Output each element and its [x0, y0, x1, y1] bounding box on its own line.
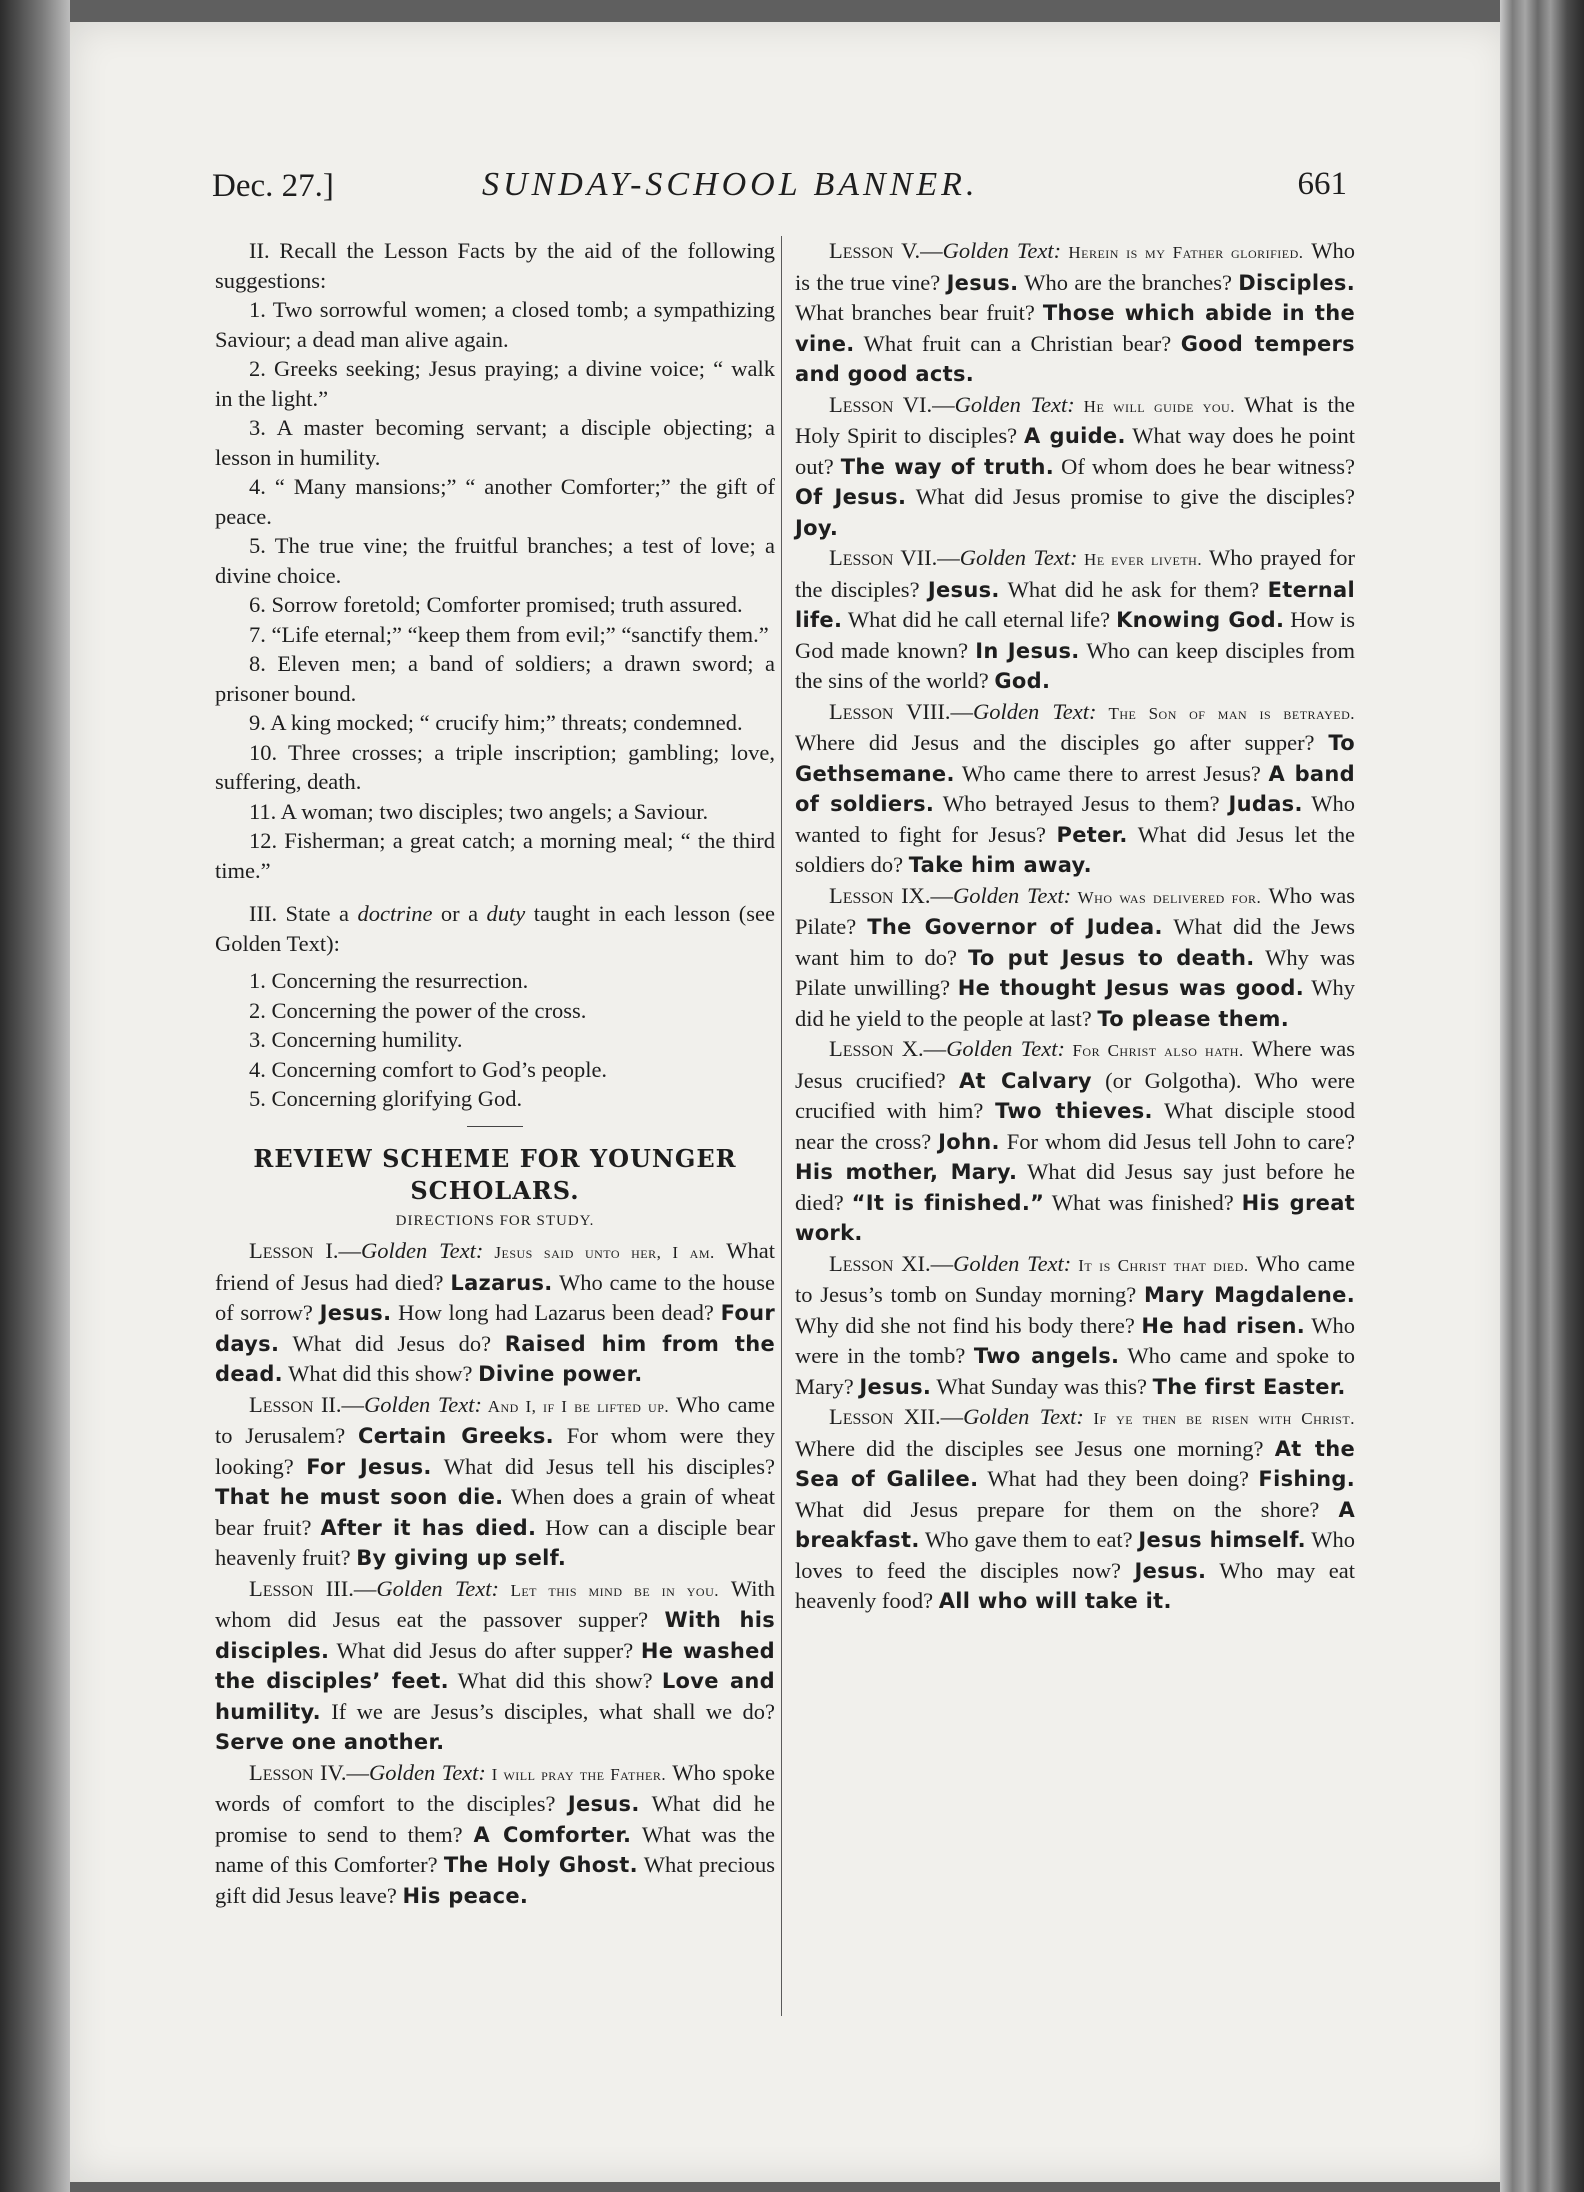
answer: Disciples. — [1238, 270, 1356, 295]
lesson-label: Lesson V.— — [829, 238, 943, 263]
running-header — [212, 160, 1347, 220]
answer: Good tempers and good acts. — [795, 331, 1355, 386]
answer: Two thieves. — [995, 1099, 1153, 1123]
lesson-3 — [215, 1574, 775, 1758]
concerning-5: 5. Concerning glorifying God. — [249, 1086, 523, 1111]
answer: The Holy Ghost. — [443, 1853, 638, 1877]
question: Why did he yield to the people at last? — [795, 975, 1355, 1031]
golden-text: If ye then be risen with Christ. — [1083, 1409, 1355, 1428]
answer: Judas. — [1228, 792, 1303, 816]
left-column — [215, 236, 775, 1911]
answer: He thought Jesus was good. — [957, 976, 1305, 1000]
question: Who gave them to eat? — [919, 1527, 1139, 1552]
fact-9: 9. A king mocked; “ crucify him;” threats; condemned. — [249, 710, 743, 735]
lesson-label: Lesson II.— — [249, 1391, 365, 1417]
answer: Jesus. — [859, 1374, 932, 1399]
fact-5: 5. The true vine; the fruitful branches; a test of love; a divine choice. — [215, 533, 775, 588]
question: Who spoke words of comfort to the disciples? — [215, 1759, 776, 1816]
question: How long had Lazarus been dead? — [391, 1300, 721, 1325]
answer: After it has died. — [320, 1515, 537, 1540]
question: Who were in the tomb? — [795, 1312, 1355, 1368]
question: What did he ask for them? — [999, 576, 1268, 602]
question: What friend of Jesus had died? — [215, 1238, 776, 1295]
answer: “It is finished.” — [851, 1190, 1045, 1215]
question: (or Golgotha). Who were crucified with him? — [795, 1067, 1355, 1123]
answer: John. — [938, 1129, 1000, 1154]
lesson-label: Lesson VII.— — [829, 545, 960, 570]
answer: Jesus himself. — [1138, 1528, 1306, 1552]
fact-10: 10. Three crosses; a triple inscription; gambling; love, suffering, death. — [215, 739, 775, 794]
concerning-2: 2. Concerning the power of the cross. — [249, 997, 587, 1023]
answer: Take him away. — [908, 853, 1092, 877]
question: Who can keep disciples from the sins of the world? — [795, 637, 1355, 693]
golden-text-label: Golden Text: — [376, 1575, 500, 1601]
lesson-label: Lesson I.— — [249, 1238, 361, 1263]
question: What fruit can a Christian bear? — [854, 330, 1181, 356]
golden-text: The Son of man is betrayed. — [1096, 703, 1356, 723]
question: For whom did Jesus tell John to care? — [999, 1128, 1355, 1154]
question: When does a grain of wheat bear fruit? — [215, 1484, 775, 1540]
answer: In Jesus. — [975, 638, 1080, 663]
question: Who came there to arrest Jesus? — [954, 760, 1269, 786]
golden-text-label: Golden Text: — [963, 1404, 1084, 1429]
golden-text: For Christ also hath. — [1064, 1041, 1244, 1060]
golden-text: And I, if I be lifted up. — [481, 1396, 670, 1416]
answer: Jesus. — [567, 1792, 640, 1816]
answer: A band of soldiers. — [795, 761, 1355, 816]
lesson-12 — [795, 1402, 1355, 1617]
question: Where did the disciples see Jesus one morning? — [795, 1435, 1275, 1461]
answer: Four days. — [215, 1301, 775, 1356]
question: What did he call eternal life? — [842, 607, 1117, 632]
golden-text-label: Golden Text: — [953, 1250, 1072, 1276]
question: Why did she not find his body there? — [795, 1312, 1142, 1338]
question: What precious gift did Jesus leave? — [215, 1852, 775, 1908]
question: What did this show? — [448, 1668, 662, 1693]
question: Who loves to feed the disciples now? — [795, 1527, 1355, 1583]
lesson-5 — [795, 236, 1355, 390]
lesson-7 — [795, 543, 1355, 697]
answer: The way of truth. — [840, 454, 1055, 479]
answer: God. — [994, 669, 1051, 693]
page-number: 661 — [1297, 166, 1347, 202]
lesson-9 — [795, 881, 1355, 1035]
header-date: Dec. 27.] — [212, 168, 334, 204]
right-column — [795, 236, 1355, 1617]
question: Who are the branches? — [1018, 269, 1239, 295]
answer: His mother, Mary. — [795, 1160, 1018, 1184]
golden-text: He will guide you. — [1074, 396, 1235, 416]
answer: Two angels. — [973, 1344, 1120, 1368]
question: What did Jesus do? — [279, 1330, 505, 1356]
golden-text: Who was delivered for. — [1071, 887, 1262, 907]
lesson-label: Lesson X.— — [829, 1036, 947, 1061]
question: What disciple stood near the cross? — [795, 1098, 1355, 1154]
answer: He washed the disciples’ feet. — [215, 1638, 776, 1693]
answer: Joy. — [795, 515, 839, 540]
golden-text-label: Golden Text: — [364, 1391, 482, 1417]
book-spine — [0, 0, 70, 2192]
golden-text: Jesus said unto her, I am. — [483, 1243, 715, 1262]
answer: Knowing God. — [1116, 608, 1285, 632]
question: Who came to Jesus’s tomb on Sunday morning? — [795, 1250, 1355, 1307]
lesson-label: Lesson VI.— — [829, 391, 955, 417]
question: What did Jesus let the soldiers do? — [795, 821, 1355, 877]
question: Who was Pilate? — [795, 882, 1355, 939]
answer: The Governor of Judea. — [867, 915, 1163, 939]
lesson-10 — [795, 1034, 1355, 1249]
question: What did Jesus say just before he died? — [795, 1159, 1355, 1215]
question: Who may eat heavenly food? — [795, 1557, 1355, 1613]
question: Who came to the house of sorrow? — [215, 1269, 775, 1325]
answer: Raised him from the dead. — [215, 1331, 776, 1386]
question: Where did Jesus and the disciples go after supper? — [795, 730, 1329, 755]
question: Who prayed for the disciples? — [795, 545, 1355, 602]
question: What did Jesus do after supper? — [329, 1637, 641, 1663]
question: What was the name of this Comforter? — [215, 1821, 775, 1877]
question: What is the Holy Spirit to disciples? — [795, 391, 1356, 448]
question: Who came and spoke to Mary? — [795, 1343, 1355, 1399]
lesson-label: Lesson IX.— — [829, 882, 953, 908]
fact-2: 2. Greeks seeking; Jesus praying; a divine voice; “ walk in the light.” — [215, 356, 775, 411]
question: What did Jesus promise to give the disciples? — [906, 484, 1356, 509]
golden-text: Let this mind be in you. — [499, 1580, 720, 1600]
answer: For Jesus. — [306, 1454, 432, 1479]
answer: That he must soon die. — [215, 1485, 504, 1509]
lesson-label: Lesson III.— — [249, 1575, 377, 1601]
answer: Jesus. — [1134, 1558, 1207, 1583]
question: What branches bear fruit? — [795, 300, 1043, 325]
answer: To Gethsemane. — [795, 731, 1355, 786]
golden-text-label: Golden Text: — [973, 698, 1097, 724]
answer: Lazarus. — [450, 1270, 553, 1295]
page-edges — [1500, 0, 1584, 2192]
answer: At the Sea of Galilee. — [795, 1436, 1355, 1491]
header-title: SUNDAY-SCHOOL BANNER. — [482, 166, 979, 203]
answer: His peace. — [402, 1883, 529, 1908]
question: Of whom does he bear witness? — [1054, 453, 1355, 479]
question: What way does he point out? — [795, 423, 1355, 479]
answer: His great work. — [795, 1190, 1356, 1245]
column-divider — [781, 236, 782, 2016]
section-2-intro: II. Recall the Lesson Facts by the aid of the following suggestions: — [215, 238, 775, 293]
answer: Of Jesus. — [795, 485, 907, 509]
lesson-label: Lesson XI.— — [829, 1250, 954, 1276]
golden-text: I will pray the Father. — [485, 1764, 667, 1784]
question: Who wanted to fight for Jesus? — [795, 791, 1355, 847]
question: How can a disciple bear heavenly fruit? — [215, 1514, 775, 1570]
question: Why was Pilate unwilling? — [795, 944, 1355, 1000]
question: What had they been doing? — [978, 1466, 1259, 1491]
concerning-1: 1. Concerning the resurrection. — [249, 968, 529, 993]
question: What was finished? — [1044, 1189, 1242, 1215]
golden-text-label: Golden Text: — [953, 882, 1072, 908]
question: What did Jesus tell his disciples? — [431, 1453, 775, 1479]
golden-text-label: Golden Text: — [954, 391, 1075, 417]
directions-heading: DIRECTIONS FOR STUDY. — [395, 1212, 595, 1229]
golden-text: He ever liveth. — [1077, 550, 1203, 569]
question: If we are Jesus’s disciples, what shall we do? — [320, 1698, 775, 1724]
answer: Peter. — [1056, 822, 1128, 847]
question: Where was Jesus crucified? — [795, 1036, 1355, 1093]
answer: Mary Magdalene. — [1144, 1283, 1356, 1307]
answer: Love and humility. — [215, 1669, 775, 1724]
answer: The first Easter. — [1152, 1374, 1346, 1399]
answer: At Calvary — [958, 1068, 1092, 1093]
question: Who is the true vine? — [795, 238, 1355, 295]
concerning-4: 4. Concerning comfort to God’s people. — [249, 1056, 608, 1082]
answer: Those which abide in the vine. — [795, 301, 1355, 356]
question: With whom did Jesus eat the passover supper? — [215, 1575, 775, 1632]
answer: Fishing. — [1258, 1467, 1355, 1491]
question: For whom were they looking? — [215, 1423, 775, 1479]
lesson-label: Lesson XII.— — [829, 1404, 964, 1429]
lesson-1 — [215, 1236, 775, 1390]
question: What did Jesus prepare for them on the shore? — [795, 1496, 1339, 1522]
fact-11: 11. A woman; two disciples; two angels; a Saviour. — [249, 798, 709, 824]
lesson-label: Lesson VIII.— — [829, 698, 973, 724]
answer: Certain Greeks. — [358, 1424, 554, 1448]
answer: Jesus. — [927, 577, 1000, 602]
lesson-label: Lesson IV.— — [249, 1759, 369, 1785]
fact-7: 7. “Life eternal;” “keep them from evil;” “sanctify them.” — [249, 621, 769, 647]
question: What Sunday was this? — [931, 1373, 1153, 1399]
section-rule — [467, 1126, 523, 1127]
question: How is God made known? — [795, 607, 1355, 663]
fact-4: 4. “ Many mansions;” “ another Comforter;” the gift of peace. — [215, 474, 775, 529]
answer: By giving up self. — [356, 1546, 567, 1570]
answer: Divine power. — [478, 1362, 643, 1386]
fact-6: 6. Sorrow foretold; Comforter promised; truth assured. — [249, 592, 743, 617]
lesson-8 — [795, 697, 1355, 881]
fact-8: 8. Eleven men; a band of soldiers; a drawn sword; a prisoner bound. — [215, 651, 775, 706]
answer: Serve one another. — [215, 1730, 445, 1754]
question: What did this show? — [282, 1361, 479, 1386]
answer: A guide. — [1024, 424, 1126, 448]
answer: Eternal life. — [795, 577, 1356, 632]
answer: All who will take it. — [938, 1589, 1172, 1613]
answer: To please them. — [1097, 1006, 1289, 1031]
answer: A Comforter. — [473, 1822, 632, 1847]
fact-1: 1. Two sorrowful women; a closed tomb; a sympathizing Saviour; a dead man alive again. — [215, 297, 775, 352]
question: Who came to Jerusalem? — [215, 1391, 775, 1448]
answer: A breakfast. — [795, 1497, 1355, 1552]
fact-3: 3. A master becoming servant; a disciple objecting; a lesson in humility. — [215, 415, 775, 470]
answer: He had risen. — [1141, 1313, 1306, 1338]
golden-text-label: Golden Text: — [360, 1238, 484, 1263]
answer: With his disciples. — [215, 1608, 775, 1663]
golden-text-label: Golden Text: — [959, 545, 1078, 570]
answer: Jesus. — [946, 270, 1019, 295]
answer: To put Jesus to death. — [968, 945, 1255, 970]
question: Who betrayed Jesus to them? — [934, 791, 1229, 816]
question: What did he promise to send to them? — [215, 1791, 775, 1847]
golden-text: Herein is my Father glorified. — [1061, 243, 1304, 262]
lesson-4 — [215, 1758, 775, 1912]
golden-text-label: Golden Text: — [942, 238, 1062, 263]
lesson-11 — [795, 1249, 1355, 1403]
section-3-intro: III. State a doctrine or a duty taught in each lesson (see Golden Text): — [215, 901, 775, 956]
concerning-3: 3. Concerning humility. — [249, 1027, 463, 1052]
lesson-6 — [795, 390, 1355, 544]
answer: Jesus. — [319, 1301, 392, 1325]
golden-text: It is Christ that died. — [1071, 1255, 1249, 1275]
fact-12: 12. Fisherman; a great catch; a morning meal; “ the third time.” — [215, 828, 775, 883]
review-heading: REVIEW SCHEME FOR YOUNGER SCHOLARS. — [253, 1143, 737, 1205]
golden-text-label: Golden Text: — [368, 1759, 486, 1785]
lesson-2 — [215, 1390, 775, 1574]
question: What did the Jews want him to do? — [795, 914, 1355, 970]
golden-text-label: Golden Text: — [946, 1036, 1065, 1061]
